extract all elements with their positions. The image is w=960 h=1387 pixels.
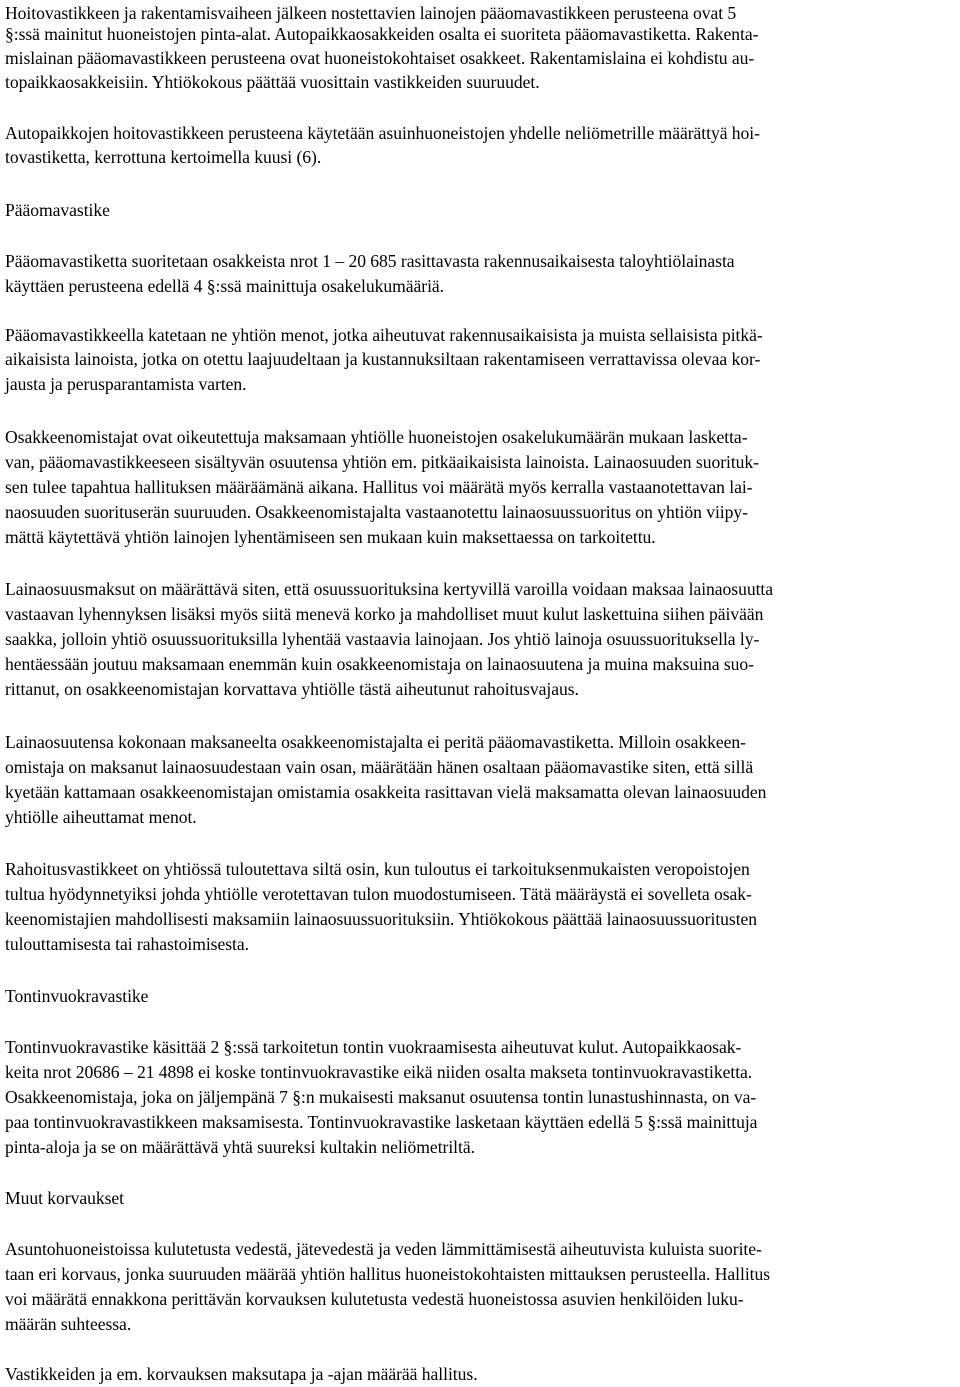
text-line: tulouttamisesta tai rahastoimisesta.	[5, 934, 249, 954]
text-line: kyetään kattamaan osakkeenomistajan omistamia osakkeita rasittavan vielä maksamatta olevan lainaosuuden	[5, 782, 767, 802]
text-line: vastaavan lyhennyksen lisäksi myös siitä menevä korko ja mahdolliset muut kulut laskettuina siihen päivään	[5, 604, 764, 624]
text-line: taan eri korvaus, jonka suuruuden määrää yhtiön hallitus huoneistokohtaisten mittauksen perusteella. Hallitus	[5, 1264, 771, 1284]
text-line: Osakkeenomistajat ovat oikeutettuja maksamaan yhtiölle huoneistojen osakelukumäärän mukaan laskettа-	[5, 427, 748, 447]
text-line: paa tontinvuokravastikkeen maksamisesta. Tontinvuokravastike lasketaan käyttäen edellä 5 §:ssä mainittuja	[5, 1112, 758, 1132]
text-line: sen tulee tapahtua hallituksen määräämänä aikana. Hallitus voi määrätä myös kerralla vastaanotettavan lai-	[5, 477, 753, 497]
text-line: keenomistajien mahdollisesti maksamiin lainaosuussuorituksiin. Yhtiökokous päättää lainaosuussuoritusten	[5, 909, 758, 929]
text-line: aikaisista lainoista, jotka on otettu laajuudeltaan ja kustannuksiltaan rakentamiseen verrattavissa olevaa kor-	[5, 349, 761, 369]
section-heading: Pääomavastike	[5, 200, 110, 220]
text-line: Asuntohuoneistoissa kulutetusta vedestä, jätevedestä ja veden lämmittämisestä aiheutuvista kuluista suorite-	[5, 1239, 762, 1259]
text-line: keita nrot 20686 – 21 4898 ei koske tontinvuokravastike eikä niiden osalta makseta tontinvuokravastiketta.	[5, 1062, 753, 1082]
section-heading: Muut korvaukset	[5, 1188, 124, 1208]
text-line: käyttäen perusteena edellä 4 §:ssä mainittuja osakelukumääriä.	[5, 276, 445, 296]
section-heading: Tontinvuokravastike	[5, 986, 149, 1006]
text-line: Lainaosuusmaksut on määrättävä siten, että osuussuorituksina kertyvillä varoilla voidaan maksaa lainaosuutta	[5, 579, 774, 599]
text-line: Rahoitusvastikkeet on yhtiössä tuloutettava siltä osin, kun tuloutus ei tarkoituksenmukaisten veropoistojen	[5, 859, 750, 879]
text-line: rittanut, on osakkeenomistajan korvattava yhtiölle tästä aiheutunut rahoitusvajaus.	[5, 679, 579, 699]
text-line: mislainan pääomavastikkeen perusteena ovat huoneistokohtaiset osakkeet. Rakentamislaina ei kohdistu au-	[5, 48, 755, 68]
text-line: tultua hyödynnetyiksi johda yhtiölle verotettavan tulon muodostumiseen. Tätä määräystä ei sovelleta osak-	[5, 884, 752, 904]
text-line: Tontinvuokravastike käsittää 2 §:ssä tarkoitetun tontin vuokraamisesta aiheutuvat kulut. Autopaikkaosak-	[5, 1037, 742, 1057]
text-line: tovastiketta, kerrottuna kertoimella kuusi (6).	[5, 147, 322, 167]
text-line: Pääomavastiketta suoritetaan osakkeista nrot 1 – 20 685 rasittavasta rakennusaikaisesta taloyhtiölainasta	[5, 251, 735, 271]
text-line: §:ssä mainitut huoneistojen pinta-alat. Autopaikkaosakkeiden osalta ei suoriteta pääomavastiketta. Rakenta-	[5, 24, 759, 44]
text-line: saakka, jolloin yhtiö osuussuorituksilla lyhentää vastaavia lainojaan. Jos yhtiö lainoja osuussuorituksella ly-	[5, 629, 760, 649]
text-line: Osakkeenomistaja, joka on jäljempänä 7 §:n mukaisesti maksanut osuutensa tontin lunastushinnasta, on va-	[5, 1087, 757, 1107]
text-line: Vastikkeiden ja em. korvauksen maksutapa ja -ajan määrää hallitus.	[5, 1364, 478, 1384]
text-line: Pääomavastikkeella katetaan ne yhtiön menot, jotka aiheutuvat rakennusaikaisista ja muista sellaisista pitkä-	[5, 325, 763, 345]
text-line: topaikkaosakkeisiin. Yhtiökokous päättää vuosittain vastikkeiden suuruudet.	[5, 72, 540, 92]
text-line: omistaja on maksanut lainaosuudestaan vain osan, määrätään hänen osaltaan pääomavastike siten, että sillä	[5, 757, 754, 777]
text-line: van, pääomavastikkeeseen sisältyvän osuutensa yhtiön em. pitkäaikaisista lainoista. Lainaosuuden suorituk-	[5, 452, 759, 472]
text-line: Autopaikkojen hoitovastikkeen perusteena käytetään asuinhuoneistojen yhdelle neliömetrille määrättyä hoi-	[5, 123, 760, 143]
text-line: Lainaosuutensa kokonaan maksaneelta osakkeenomistajalta ei peritä pääomavastiketta. Milloin osakkeen-	[5, 732, 746, 752]
text-line: jausta ja perusparantamista varten.	[5, 374, 247, 394]
text-line: yhtiölle aiheuttamat menot.	[5, 807, 197, 827]
text-line: hentäessään joutuu maksamaan enemmän kuin osakkeenomistaja on lainaosuutena ja muina maksuina suo-	[5, 654, 754, 674]
text-line: määrän suhteessa.	[5, 1314, 132, 1334]
text-line: Hoitovastikkeen ja rakentamisvaiheen jälkeen nostettavien lainojen pääomavastikkeen perusteena ovat 5	[5, 3, 737, 23]
text-line: pinta-aloja ja se on määrättävä yhtä suureksi kultakin neliömetriltä.	[5, 1137, 475, 1157]
text-line: naosuuden suorituserän suuruuden. Osakkeenomistajalta vastaanotettu lainaosuussuoritus on yhtiön viipy-	[5, 502, 748, 522]
text-line: voi määrätä ennakkona perittävän korvauksen kulutetusta vedestä huoneistossa asuvien henkilöiden luku-	[5, 1289, 744, 1309]
text-line: mättä käytettävä yhtiön lainojen lyhentämiseen sen mukaan kuin maksettaessa on tarkoitettu.	[5, 527, 656, 547]
